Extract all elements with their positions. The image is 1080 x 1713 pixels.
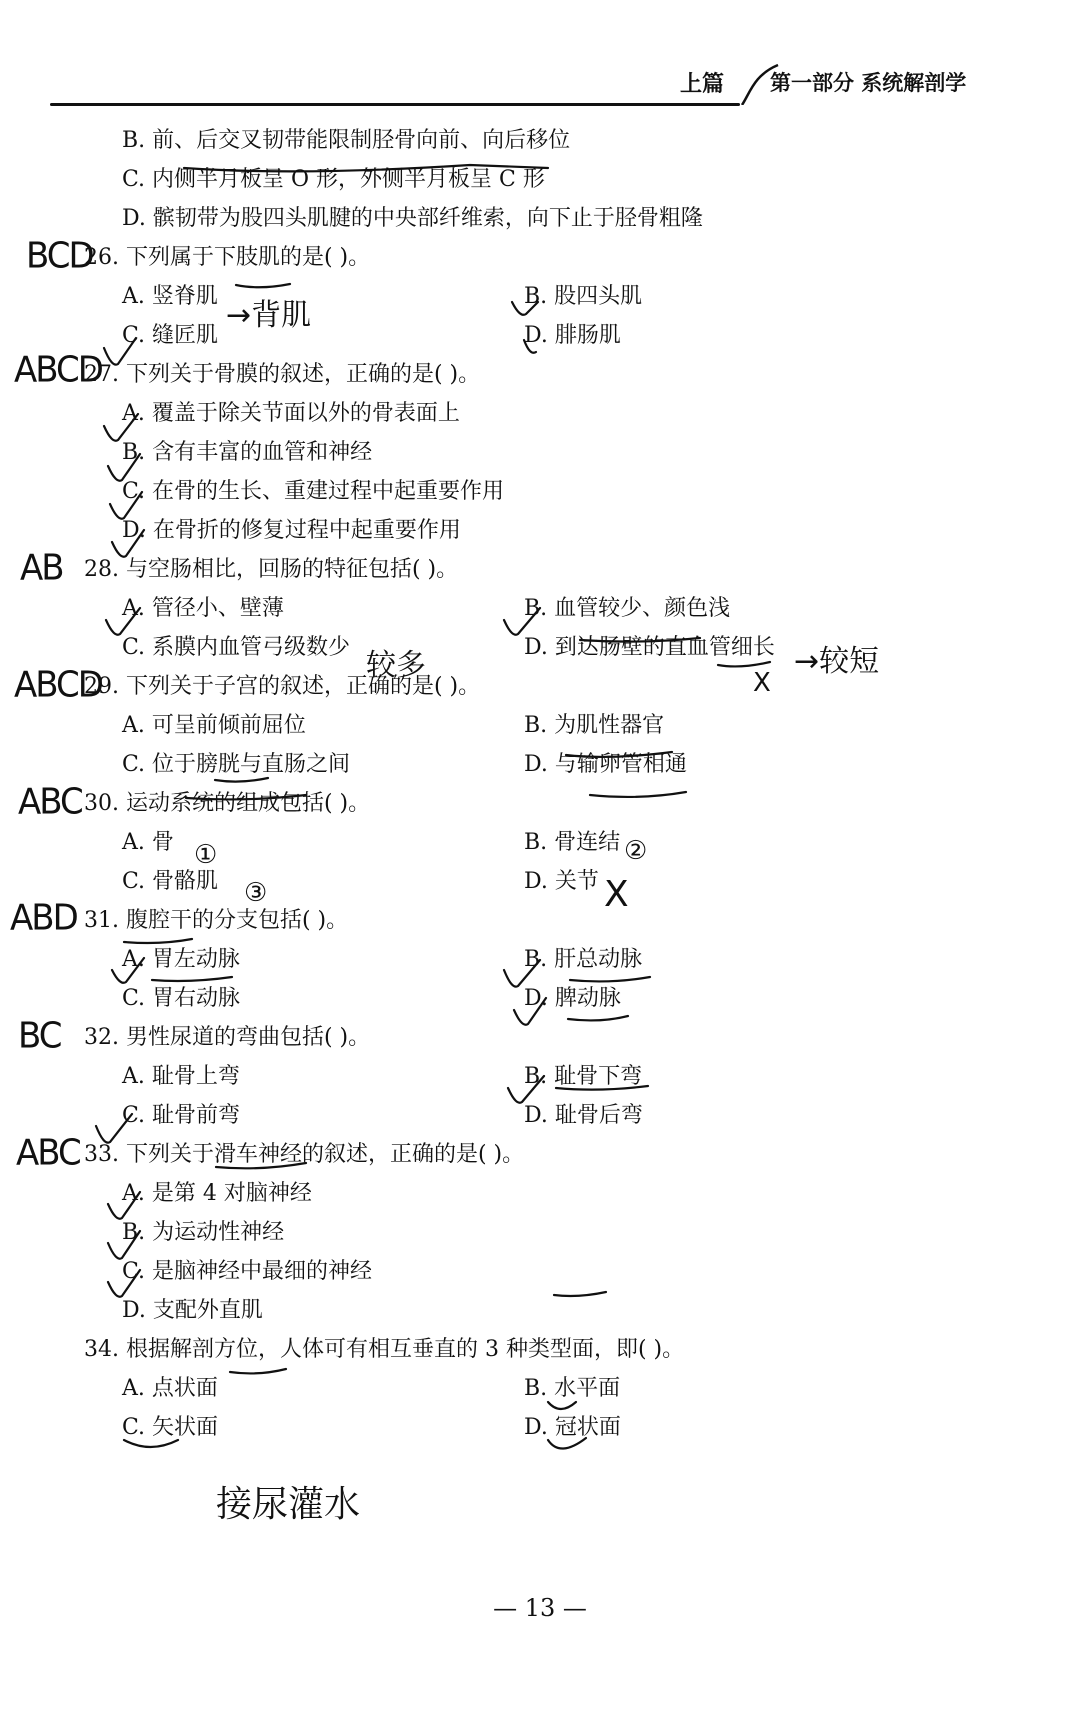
answer-option: C. 是脑神经中最细的神经	[122, 1259, 373, 1284]
question-stem: 32. 男性尿道的弯曲包括( )。	[84, 1025, 371, 1050]
answer-option: D. 冠状面	[524, 1415, 621, 1440]
question-stem: 33. 下列关于滑车神经的叙述，正确的是( )。	[84, 1142, 525, 1167]
answer-option: B. 肝总动脉	[524, 947, 643, 972]
handwritten-answer: ABCD	[14, 664, 102, 706]
question-stem: C. 内侧半月板呈 O 形，外侧半月板呈 C 形	[122, 167, 545, 192]
handwritten-answer: BC	[18, 1015, 61, 1057]
question-stem: D. 髌韧带为股四头肌腱的中央部纤维索，向下止于胫骨粗隆	[122, 206, 703, 231]
answer-option: C. 在骨的生长、重建过程中起重要作用	[122, 479, 505, 504]
answer-option: A. 管径小、壁薄	[122, 596, 284, 621]
answer-option: A. 耻骨上弯	[122, 1064, 240, 1089]
handwritten-answer: BCD	[26, 235, 93, 277]
answer-option: B. 血管较少、颜色浅	[524, 596, 731, 621]
handwritten-note: ①	[194, 840, 218, 870]
answer-option: C. 胃右动脉	[122, 986, 241, 1011]
handwritten-note: X	[753, 668, 771, 698]
handwritten-note: X	[604, 874, 629, 915]
answer-option: B. 含有丰富的血管和神经	[122, 440, 373, 465]
handwritten-answer: ABC	[18, 781, 82, 823]
answer-option: B. 为肌性器官	[524, 713, 665, 738]
answer-option: B. 股四头肌	[524, 284, 643, 309]
answer-option: A. 竖脊肌	[122, 284, 218, 309]
handwritten-answer: AB	[20, 547, 63, 589]
question-stem: 28. 与空肠相比，回肠的特征包括( )。	[84, 557, 459, 582]
answer-option: D. 腓肠肌	[524, 323, 621, 348]
header-chapter: 第一部分 系统解剖学	[770, 71, 967, 95]
answer-option: C. 矢状面	[122, 1415, 219, 1440]
answer-option: A. 是第 4 对脑神经	[122, 1181, 312, 1206]
answer-option: D. 耻骨后弯	[524, 1103, 643, 1128]
handwritten-note: →背肌	[226, 298, 312, 333]
answer-option: A. 可呈前倾前屈位	[122, 713, 306, 738]
handwritten-answer: ABD	[10, 897, 77, 939]
question-stem: 27. 下列关于骨膜的叙述，正确的是( )。	[84, 362, 481, 387]
answer-option: A. 点状面	[122, 1376, 218, 1401]
handwritten-answer: ABCD	[14, 349, 102, 391]
handwritten-answer: ABC	[16, 1132, 80, 1174]
page-header	[50, 55, 1030, 105]
page-number: — 13 —	[493, 1594, 587, 1622]
answer-option: A. 胃左动脉	[122, 947, 240, 972]
handwritten-note: 较多	[366, 648, 426, 683]
handwritten-note: 接尿灌水	[216, 1484, 361, 1525]
answer-option: B. 骨连结	[524, 830, 621, 855]
answer-option: D. 在骨折的修复过程中起重要作用	[122, 518, 461, 543]
answer-option: D. 到达肠壁的直血管细长	[524, 635, 775, 660]
handwritten-note: ②	[624, 836, 648, 866]
question-stem: 30. 运动系统的组成包括( )。	[84, 791, 371, 816]
answer-option: D. 支配外直肌	[122, 1298, 263, 1323]
question-stem: 29. 下列关于子宫的叙述，正确的是( )。	[84, 674, 481, 699]
header-rule	[50, 103, 740, 106]
answer-option: D. 脾动脉	[524, 986, 621, 1011]
question-stem: 34. 根据解剖方位，人体可有相互垂直的 3 种类型面，即( )。	[84, 1337, 685, 1362]
header-part: 上篇	[680, 72, 725, 97]
answer-option: B. 为运动性神经	[122, 1220, 285, 1245]
question-stem: B. 前、后交叉韧带能限制胫骨向前、向后移位	[122, 128, 571, 153]
answer-option: C. 缝匠肌	[122, 323, 219, 348]
answer-option: D. 与输卵管相通	[524, 752, 687, 777]
question-stem: 31. 腹腔干的分支包括( )。	[84, 908, 349, 933]
answer-option: C. 骨骼肌	[122, 869, 219, 894]
handwritten-note: ③	[244, 878, 268, 908]
answer-option: D. 关节	[524, 869, 599, 894]
answer-option: C. 系膜内血管弓级数少	[122, 635, 351, 660]
answer-option: B. 水平面	[524, 1376, 621, 1401]
answer-option: A. 覆盖于除关节面以外的骨表面上	[122, 401, 460, 426]
answer-option: A. 骨	[122, 830, 174, 855]
handwritten-note: →较短	[794, 644, 880, 679]
answer-option: C. 耻骨前弯	[122, 1103, 241, 1128]
answer-option: B. 耻骨下弯	[524, 1064, 643, 1089]
answer-option: C. 位于膀胱与直肠之间	[122, 752, 351, 777]
question-stem: 26. 下列属于下肢肌的是( )。	[84, 245, 371, 270]
